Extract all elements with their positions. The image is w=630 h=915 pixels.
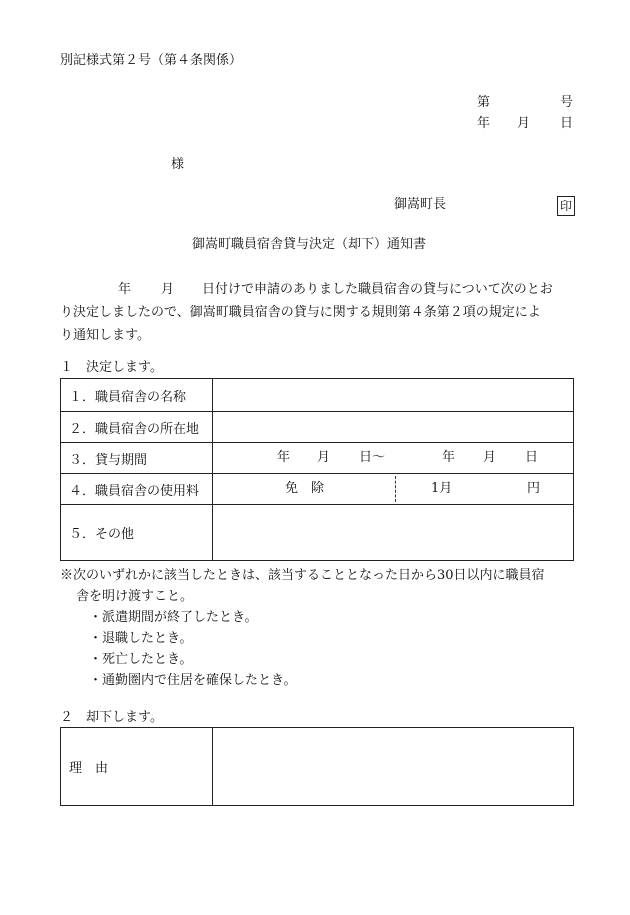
fee-divider [395, 476, 396, 502]
number-dai: 第 [477, 95, 491, 110]
table-row [61, 412, 574, 443]
list-item: ・死亡したとき。 [89, 652, 193, 667]
period-from-nen: 年 [277, 450, 291, 465]
note-line2: 舎を明け渡すこと。 [76, 589, 194, 604]
date-tsuki: 月 [517, 116, 531, 131]
body-line3: り通知します。 [60, 328, 150, 343]
row-label-fee: ４．職員宿舎の使用料 [61, 474, 213, 505]
row-value-address[interactable] [213, 412, 574, 443]
row-label-other: ５．その他 [61, 505, 213, 561]
table-row [61, 728, 574, 806]
decision-table [60, 378, 574, 561]
table-row [61, 379, 574, 412]
period-to-tsuki: 月 [483, 450, 497, 465]
reason-value[interactable] [213, 728, 574, 806]
row-label-period: ３．貸与期間 [61, 443, 213, 474]
table-row [61, 505, 574, 561]
row-label-name: １．職員宿舎の名称 [61, 379, 213, 412]
document-title: 御嵩町職員宿舎貸与決定（却下）通知書 [192, 237, 427, 252]
seal-stamp: 印 [557, 196, 575, 216]
row-label-address: ２．職員宿舎の所在地 [61, 412, 213, 443]
row-value-period[interactable] [213, 443, 574, 474]
addressee-sama: 様 [171, 157, 185, 172]
row-value-fee[interactable] [213, 474, 574, 505]
body-paragraph [60, 278, 575, 347]
section2-heading: ２ 却下します。 [60, 710, 163, 725]
period-from-tsuki: 月 [317, 450, 331, 465]
body-tsuki: 月 [161, 282, 175, 297]
period-to-nen: 年 [442, 450, 456, 465]
section1-heading: １ 決定します。 [60, 360, 163, 375]
row-value-name[interactable] [213, 379, 574, 412]
list-item: ・通勤圏内で住居を確保したとき。 [89, 673, 297, 688]
form-label: 別記様式第２号（第４条関係） [60, 53, 243, 68]
table-row [61, 474, 574, 505]
list-item: ・派遣期間が終了したとき。 [89, 610, 258, 625]
body-nen: 年 [118, 282, 132, 297]
fee-yen: 円 [527, 481, 541, 496]
note-items [89, 607, 296, 691]
note [60, 565, 580, 607]
list-item: ・退職したとき。 [89, 631, 193, 646]
date-hi: 日 [560, 116, 574, 131]
fee-exempt: 免 除 [285, 481, 325, 496]
number-go: 号 [560, 95, 574, 110]
period-from-hi: 日～ [359, 450, 386, 465]
body-line1: 日付けで申請のありました職員宿舎の貸与について次のとお [202, 282, 553, 297]
fee-month: 1月 [431, 481, 453, 496]
body-line2: り決定しましたので、御嵩町職員宿舎の貸与に関する規則第４条第２項の規定によ [60, 305, 541, 320]
date-nen: 年 [477, 116, 491, 131]
table-row [61, 443, 574, 474]
period-to-hi: 日 [525, 450, 539, 465]
row-value-other[interactable] [213, 505, 574, 561]
rejection-table [60, 727, 574, 806]
note-line1: ※次のいずれかに該当したときは、該当することとなった日から30日以内に職員宿 [60, 568, 545, 583]
issuer-name: 御嵩町長 [394, 197, 447, 212]
reason-label: 理 由 [61, 728, 213, 806]
